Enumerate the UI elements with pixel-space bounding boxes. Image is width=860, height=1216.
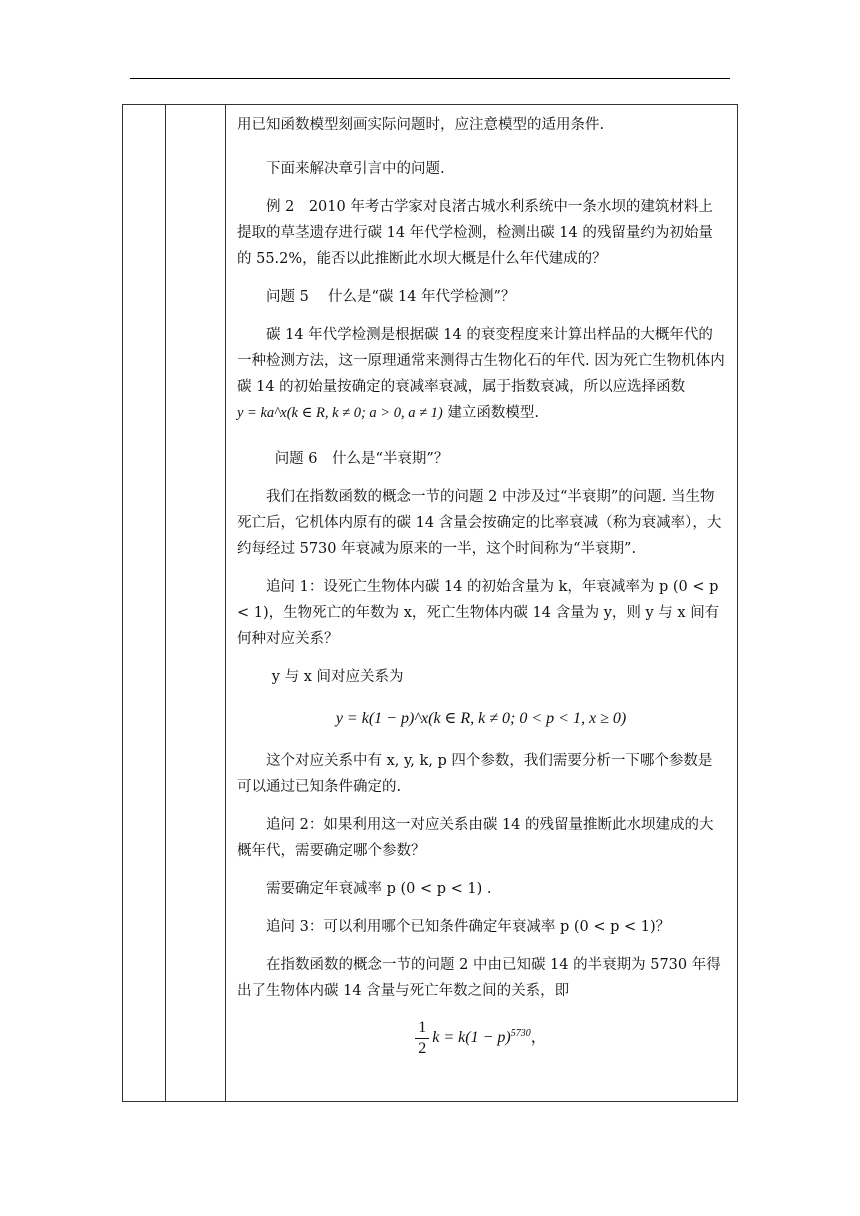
fraction-numerator: 1: [415, 1018, 429, 1039]
paragraph-half-life: 我们在指数函数的概念一节的问题 2 中涉及过“半衰期”的问题. 当生物死亡后，它机体内原有的碳 14 含量会按确定的比率衰减（称为衰减率），大约每经过 5730 年衰减为原来的一半，这个时间称为“半衰期”.: [237, 489, 722, 557]
half-life-formula-tail: ，: [530, 1029, 547, 1047]
paragraph-follow-up-3: 追问 3：可以利用哪个已知条件确定年衰减率 p (0 < p < 1)？: [266, 919, 671, 935]
paragraph-half-life-relation: 在指数函数的概念一节的问题 2 中由已知碳 14 的半衰期为 5730 年得出了生物体内碳 14 含量与死亡年数之间的关系，即: [237, 957, 721, 999]
paragraph-intro: 下面来解决章引言中的问题.: [266, 161, 445, 177]
half-life-exponent: 5730: [510, 1027, 531, 1039]
content-cell: [237, 105, 725, 1059]
paragraph-question-5: 问题 5 什么是“碳 14 年代学检测”？: [266, 289, 516, 305]
carbon-dating-text: 碳 14 年代学检测是根据碳 14 的衰变程度来计算出样品的大概年代的一种检测方法，这一原理通常来测得古生物化石的年代. 因为死亡生物机体内碳 14 的初始量按确定的衰减率衰减，属于指数衰减，所以应选择函数: [237, 327, 725, 395]
paragraph-model-condition: 用已知函数模型刻画实际问题时，应注意模型的适用条件.: [237, 117, 605, 133]
paragraph-carbon-dating: [237, 322, 725, 426]
paragraph-follow-up-1: 追问 1：设死亡生物体内碳 14 的初始含量为 k，年衰减率为 p (0 < p < 1)，生物死亡的年数为 x，死亡生物体内碳 14 含量为 y，则 y 与 x 间有何种对应关系？: [237, 579, 720, 647]
fraction-denominator: 2: [418, 1040, 427, 1057]
exponential-model-formula: y = ka^x(k ∈ R, k ≠ 0; a > 0, a ≠ 1): [237, 405, 443, 421]
column-divider-1: [165, 105, 166, 1101]
half-life-formula-body: k = k(1 − p): [432, 1029, 511, 1047]
table-frame: [122, 104, 738, 1102]
half-life-formula: [237, 1018, 725, 1059]
one-half-fraction: [415, 1018, 429, 1059]
header-rule: [130, 78, 730, 79]
paragraph-question-6: 问题 6 什么是“半衰期”？: [274, 451, 449, 467]
paragraph-relation-intro: y 与 x 间对应关系为: [271, 669, 404, 685]
paragraph-example-2: 例 2 2010 年考古学家对良渚古城水利系统中一条水坝的建筑材料上提取的草茎遗存进行碳 14 年代学检测，检测出碳 14 的残留量约为初始量的 55.2%，能否以此推断此水坝大概是什么年代建成的？: [237, 199, 713, 267]
paragraph-follow-up-2: 追问 2：如果利用这一对应关系由碳 14 的残留量推断此水坝建成的大概年代，需要确定哪个参数？: [237, 817, 714, 859]
relation-formula: y = k(1 − p)^x(k ∈ R, k ≠ 0; 0 < p < 1, x ≥ 0): [335, 710, 627, 727]
paragraph-parameters: 这个对应关系中有 x, y, k, p 四个参数，我们需要分析一下哪个参数是可以通过已知条件确定的.: [237, 753, 713, 795]
column-divider-2: [225, 105, 226, 1101]
paragraph-decay-rate: 需要确定年衰减率 p (0 < p < 1) .: [266, 881, 492, 897]
carbon-dating-tail: 建立函数模型.: [442, 405, 539, 421]
